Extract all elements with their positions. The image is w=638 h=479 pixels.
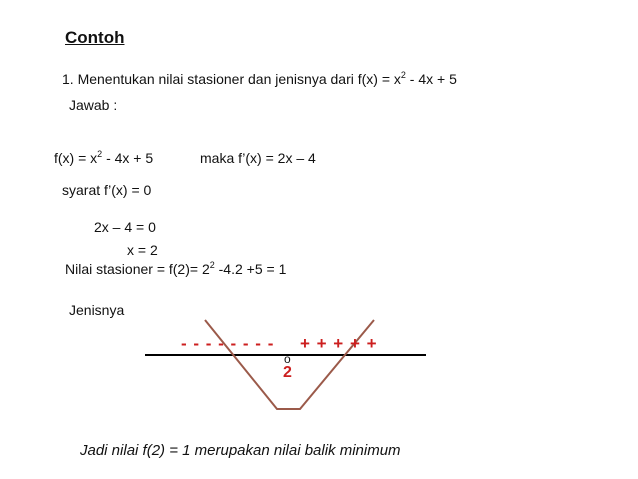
question-exponent: 2 xyxy=(400,70,406,80)
stationary-lhs: Nilai stasioner = f(2)= 2 xyxy=(65,261,210,277)
stationary-exponent: 2 xyxy=(209,260,215,270)
question-tail: - 4x + 5 xyxy=(405,71,457,87)
negative-signs: - - - - - - - - xyxy=(181,334,275,353)
critical-point-label: 2 xyxy=(283,364,292,381)
positive-signs: + + + + + xyxy=(300,334,378,353)
critical-point-marker: o xyxy=(284,352,291,366)
conclusion-text: Jadi nilai f(2) = 1 merupakan nilai balik minimum xyxy=(80,442,401,459)
stationary-rhs: -4.2 +5 = 1 xyxy=(214,261,287,277)
page-title: Contoh xyxy=(65,28,125,47)
function-rhs: - 4x + 5 xyxy=(102,150,154,166)
solution-line: x = 2 xyxy=(127,242,158,258)
type-label: Jenisnya xyxy=(69,302,125,318)
equation-line: 2x – 4 = 0 xyxy=(94,219,156,235)
derivative-line: maka f’(x) = 2x – 4 xyxy=(200,150,316,166)
condition-line: syarat f’(x) = 0 xyxy=(62,182,152,198)
function-exponent: 2 xyxy=(97,149,103,159)
answer-label: Jawab : xyxy=(69,97,118,113)
function-lhs: f(x) = x xyxy=(54,150,98,166)
question-main: 1. Menentukan nilai stasioner dan jenisnya dari f(x) = x xyxy=(62,71,401,87)
